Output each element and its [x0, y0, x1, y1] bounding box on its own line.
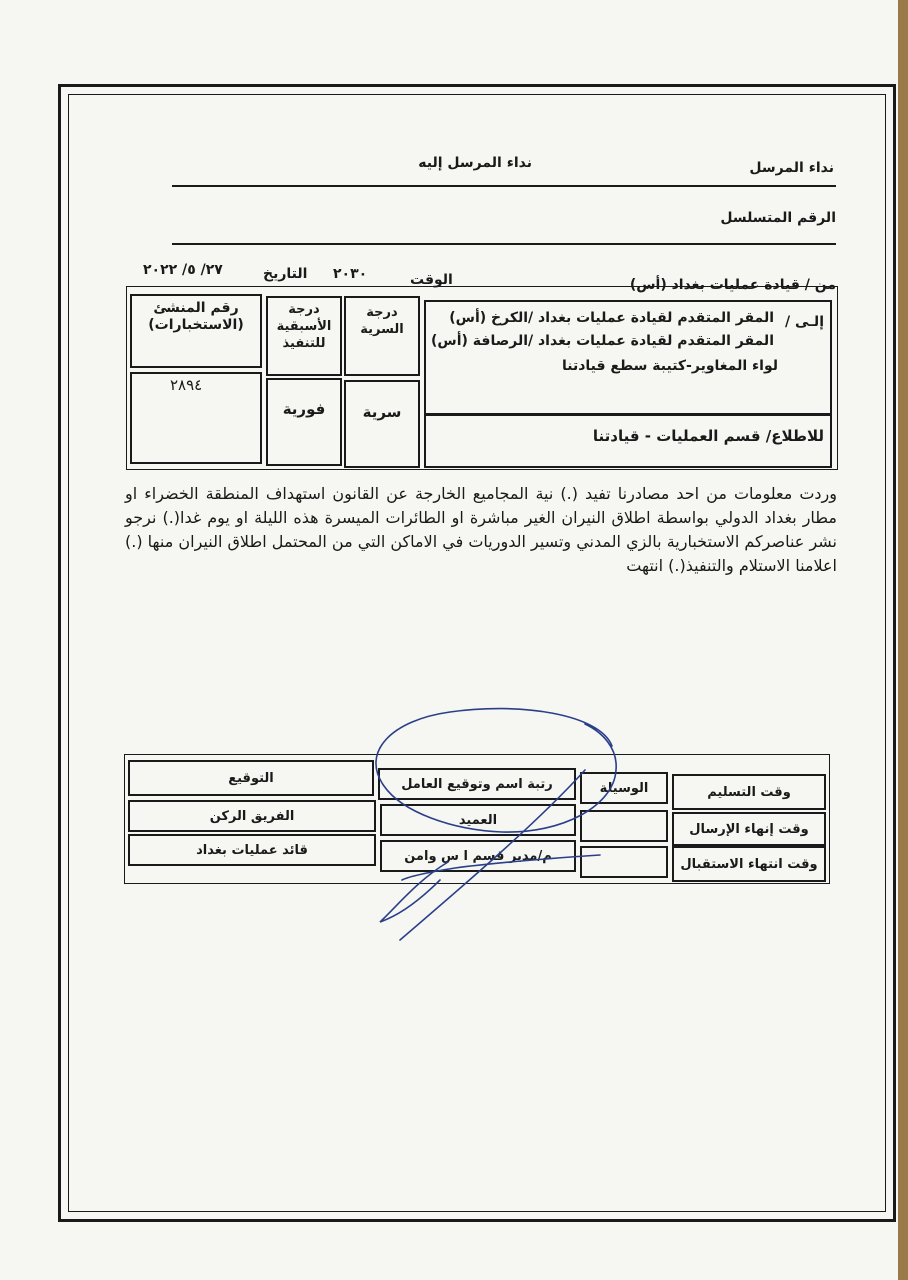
priority-value: فورية	[282, 400, 326, 418]
to-prefix: إلـى /	[785, 314, 824, 330]
signature-header: التوقيع	[228, 770, 274, 786]
means-empty-cell-2	[580, 846, 668, 878]
delivery-time-label: وقت التسليم	[707, 784, 791, 800]
date-label: التاريخ	[263, 266, 308, 282]
signer-rank: الفريق الركن	[209, 808, 295, 824]
operator-rank-label: رتبة اسم وتوقيع العامل	[401, 776, 553, 792]
originator-header: رقم المنشئ (الاستخبارات)	[148, 300, 244, 333]
receive-end-time-label: وقت انتهاء الاستقبال	[680, 856, 818, 872]
rank-value-cell	[380, 804, 576, 836]
message-body: وردت معلومات من احد مصادرنا تفيد (.) نية المجاميع الخارجة عن القانون استهداف المنطقة الخضراء او مطار بغداد الدولي بواسطة اطلاق النيران الغير مباشرة او الطائرات الميسرة هذه الليلة او يوم غدا(.) نرجو نشر عناصركم الاستخبارية بالزي المدني وتسير الدوريات في الاماكن التي من المحتمل اطلاق النيران منها (.) اعلامنا الاستلام والتنفيذ(.) انتهت	[125, 484, 837, 575]
priority-header: درجة الأسبقية للتنفيذ	[276, 302, 332, 351]
secrecy-header: درجة السرية	[360, 305, 404, 337]
signer-title-cell	[128, 834, 376, 866]
header-rule-1	[172, 185, 836, 187]
originator-value: ٢٨٩٤	[170, 376, 203, 394]
signer-title: قائد عمليات بغداد	[196, 842, 308, 858]
role-value-cell	[380, 840, 576, 872]
time-value: ٢٠٣٠	[333, 266, 368, 282]
secrecy-value-cell	[344, 380, 420, 468]
operator-rank-cell	[378, 768, 576, 800]
rank-value: العميد	[458, 812, 498, 828]
delivery-time-cell	[672, 774, 826, 810]
time-label: الوقت	[410, 272, 453, 288]
role-value: م/مدير قسم ا س وامن	[404, 848, 552, 864]
to-line-2: المقر المتقدم لقيادة عمليات بغداد /الرصافة (أس)	[431, 333, 774, 349]
secrecy-value: سرية	[362, 403, 402, 421]
means-label: الوسيلة	[599, 780, 649, 796]
signer-rank-cell	[128, 800, 376, 832]
header-rule-2	[172, 243, 836, 245]
send-end-time-label: وقت إنهاء الإرسال	[689, 821, 809, 837]
info-line: للاطلاع/ قسم العمليات - قيادتنا	[592, 427, 824, 445]
means-empty-cell-1	[580, 810, 668, 842]
signature-header-cell	[128, 760, 374, 796]
date-value: ٢٧/ ٥/ ٢٠٢٢	[143, 262, 223, 278]
recipient-call-label: نداء المرسل إليه	[418, 155, 532, 171]
sender-call-label: نداء المرسل	[749, 160, 834, 176]
serial-number-label: الرقم المتسلسل	[720, 210, 836, 226]
to-line-1: المقر المتقدم لقيادة عمليات بغداد /الكرخ (أس)	[449, 310, 774, 326]
from-line: من / قيادة عمليات بغداد (أس)	[629, 277, 836, 293]
priority-value-cell	[266, 378, 342, 466]
means-cell	[580, 772, 668, 804]
receive-end-time-cell	[672, 846, 826, 882]
to-line-3: لواء المغاوير-كتيبة سطع قيادتنا	[562, 358, 778, 374]
send-end-time-cell	[672, 812, 826, 846]
